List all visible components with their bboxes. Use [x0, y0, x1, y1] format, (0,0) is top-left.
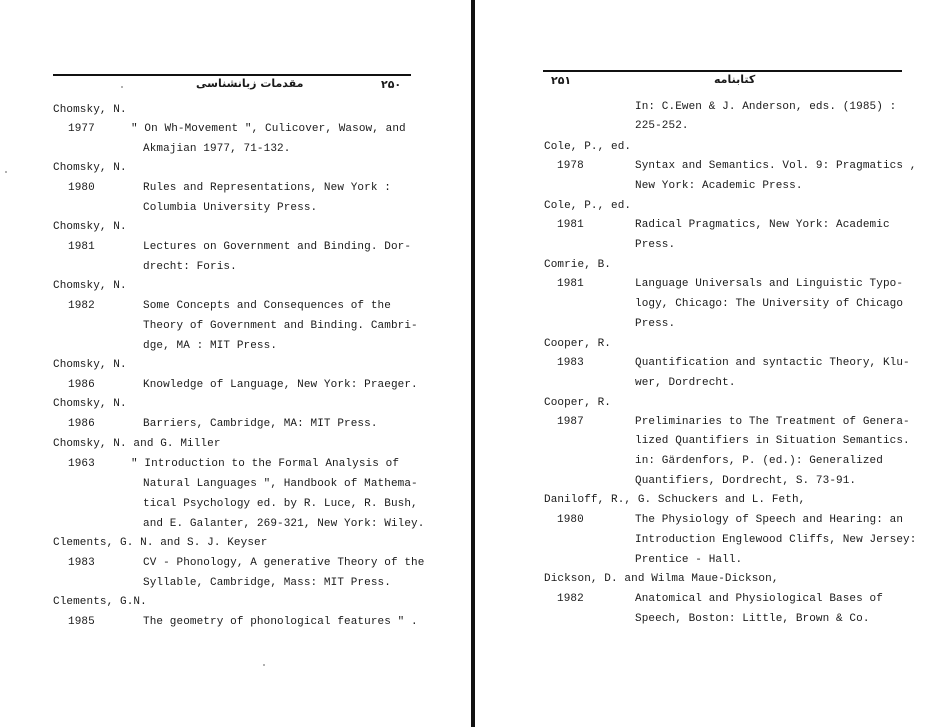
entry-text: Akmajian 1977, 71-132. [143, 143, 291, 155]
entry-text: tical Psychology ed. by R. Luce, R. Bush, [143, 498, 418, 510]
entry-author: Chomsky, N. [53, 280, 127, 292]
right-page-number: ۲۵۱ [551, 74, 572, 87]
entry-text: In: C.Ewen & J. Anderson, eds. (1985) : [635, 101, 897, 113]
scan-speck [263, 664, 265, 666]
left-header-rule [53, 74, 411, 76]
entry-author: Clements, G. N. and S. J. Keyser [53, 537, 268, 549]
entry-text: Introduction Englewood Cliffs, New Jersey: [635, 534, 917, 546]
entry-text: Anatomical and Physiological Bases of [635, 593, 883, 605]
entry-text: dge, MA : MIT Press. [143, 340, 278, 352]
entry-text: Knowledge of Language, New York: Praeger. [143, 379, 418, 391]
entry-text: Language Universals and Linguistic Typo- [635, 278, 904, 290]
entry-author: Chomsky, N. [53, 162, 127, 174]
entry-author: Cole, P., ed. [544, 141, 632, 153]
entry-author: Chomsky, N. [53, 104, 127, 116]
entry-text: Some Concepts and Consequences of the [143, 300, 391, 312]
entry-year: 1977 [68, 123, 95, 135]
entry-text: Press. [635, 318, 676, 330]
entry-author: Clements, G.N. [53, 596, 147, 608]
entry-text: Rules and Representations, New York : [143, 182, 391, 194]
entry-text: " On Wh-Movement ", Culicover, Wasow, and [131, 123, 406, 135]
entry-text: Columbia University Press. [143, 202, 318, 214]
left-page-number: ۲۵۰ [381, 78, 402, 91]
entry-text: Preliminaries to The Treatment of Genera- [635, 416, 910, 428]
entry-year: 1980 [68, 182, 95, 194]
scan-speck [121, 86, 123, 88]
entry-text: The geometry of phonological features " . [143, 616, 418, 628]
entry-text: lized Quantifiers in Situation Semantics. [635, 435, 910, 447]
entry-author: Cooper, R. [544, 397, 612, 409]
entry-year: 1982 [557, 593, 584, 605]
entry-year: 1963 [68, 458, 95, 470]
entry-text: wer, Dordrecht. [635, 377, 736, 389]
entry-text: drecht: Foris. [143, 261, 237, 273]
entry-text: Syllable, Cambridge, Mass: MIT Press. [143, 577, 391, 589]
entry-author: Cole, P., ed. [544, 200, 632, 212]
entry-text: Natural Languages ", Handbook of Mathema- [143, 478, 418, 490]
entry-year: 1983 [68, 557, 95, 569]
entry-author: Chomsky, N. [53, 221, 127, 233]
entry-year: 1981 [557, 219, 584, 231]
entry-text: Radical Pragmatics, New York: Academic [635, 219, 890, 231]
entry-year: 1978 [557, 160, 584, 172]
entry-year: 1981 [557, 278, 584, 290]
right-header-title: کتابنامه [714, 73, 756, 86]
entry-text: Syntax and Semantics. Vol. 9: Pragmatics , [635, 160, 917, 172]
entry-text: Barriers, Cambridge, MA: MIT Press. [143, 418, 378, 430]
entry-text: " Introduction to the Formal Analysis of [131, 458, 400, 470]
entry-text: New York: Academic Press. [635, 180, 803, 192]
entry-year: 1986 [68, 418, 95, 430]
right-page [475, 0, 949, 727]
left-page [0, 0, 471, 727]
entry-text: in: Gärdenfors, P. (ed.): Generalized [635, 455, 883, 467]
entry-year: 1986 [68, 379, 95, 391]
entry-text: logy, Chicago: The University of Chicago [635, 298, 904, 310]
entry-year: 1980 [557, 514, 584, 526]
entry-text: The Physiology of Speech and Hearing: an [635, 514, 904, 526]
entry-year: 1987 [557, 416, 584, 428]
entry-text: and E. Galanter, 269-321, New York: Wiley. [143, 518, 425, 530]
entry-year: 1982 [68, 300, 95, 312]
entry-year: 1983 [557, 357, 584, 369]
entry-author: Dickson, D. and Wilma Maue-Dickson, [544, 573, 779, 585]
entry-text: Press. [635, 239, 676, 251]
right-header-rule [543, 70, 902, 72]
entry-year: 1981 [68, 241, 95, 253]
entry-author: Chomsky, N. [53, 398, 127, 410]
entry-author: Daniloff, R., G. Schuckers and L. Feth, [544, 494, 806, 506]
entry-author: Chomsky, N. and G. Miller [53, 438, 221, 450]
entry-author: Comrie, B. [544, 259, 612, 271]
entry-author: Cooper, R. [544, 338, 612, 350]
entry-text: Prentice - Hall. [635, 554, 743, 566]
entry-text: Quantifiers, Dordrecht, S. 73-91. [635, 475, 857, 487]
entry-author: Chomsky, N. [53, 359, 127, 371]
entry-text: CV - Phonology, A generative Theory of the [143, 557, 425, 569]
left-header-title: مقدمات زبانشناسی [196, 77, 304, 90]
entry-text: Lectures on Government and Binding. Dor- [143, 241, 412, 253]
entry-text: Theory of Government and Binding. Cambri- [143, 320, 418, 332]
entry-text: 225-252. [635, 120, 689, 132]
entry-year: 1985 [68, 616, 95, 628]
entry-text: Quantification and syntactic Theory, Klu- [635, 357, 910, 369]
scan-speck [5, 171, 7, 173]
entry-text: Speech, Boston: Little, Brown & Co. [635, 613, 870, 625]
